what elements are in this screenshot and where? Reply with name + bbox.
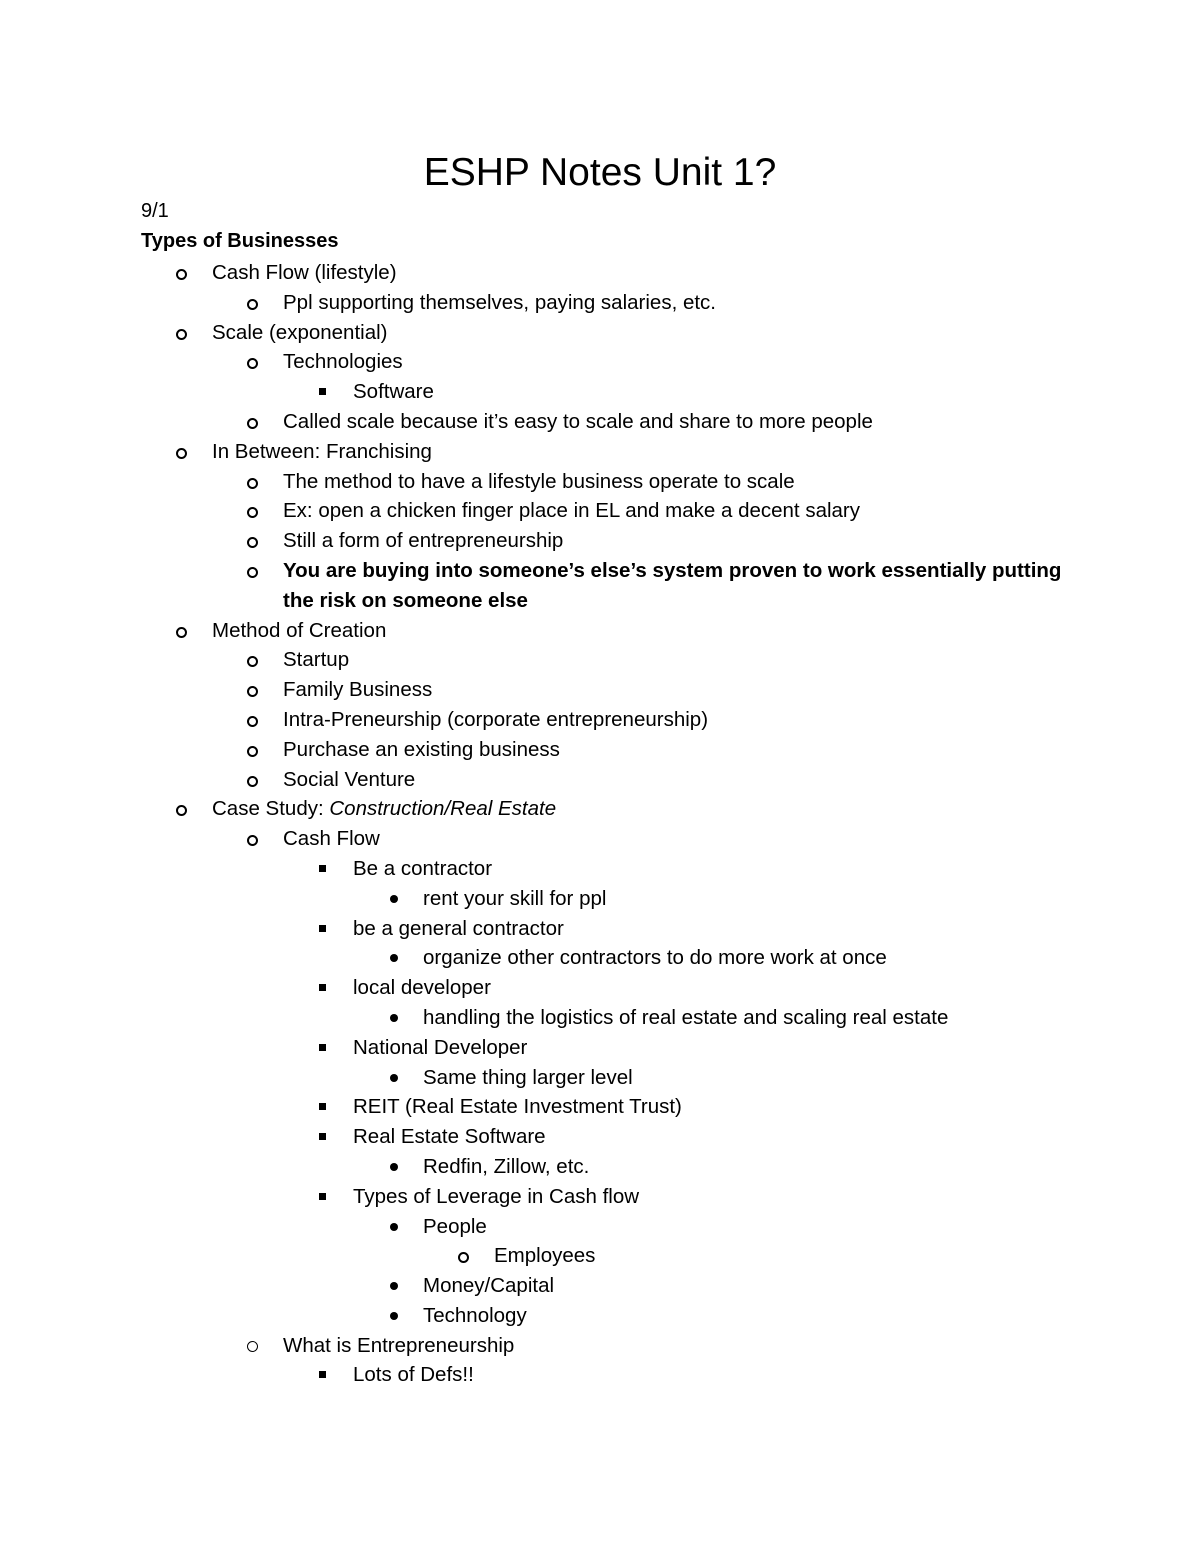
circle-bullet-icon [458,1252,469,1263]
outline-item-text [212,437,1062,467]
dot-bullet-icon [390,1074,398,1082]
outline-item-text [212,794,1062,824]
outline-item [0,973,1200,1003]
outline-item-text [283,467,1063,497]
outline-item-text [283,407,1063,437]
outline-item-label: Startup [283,648,350,672]
outline-item-text [353,1122,1113,1152]
outline-item-label: Lots of Defs!! [353,1363,474,1387]
outline-item-label: Be a contractor [353,856,493,880]
outline-item-label: Called scale because it’s easy to scale and share to more people [283,409,873,433]
outline-item-text [423,1212,1123,1242]
outline-item-text [423,1152,1123,1182]
circle-bullet-icon [176,627,187,638]
outline-item-label: Intra-Preneurship (corporate entrepreneurship) [283,707,709,731]
outline-item-text [353,1182,1113,1212]
square-bullet-icon [319,984,326,991]
outline-item [0,496,1200,526]
outline-item [0,854,1200,884]
circle-bullet-icon [247,716,258,727]
outline-item-label: You are buying into someone’s else’s system proven to work essentially putting the risk on someone else [283,558,1062,612]
square-bullet-icon [319,388,326,395]
document-title: ESHP Notes Unit 1? [423,151,777,194]
outline-item-label: In Between: Franchising [212,439,432,463]
outline-item-label: REIT (Real Estate Investment Trust) [353,1095,682,1119]
outline-item-text [283,645,1063,675]
outline-item-text [423,1271,1123,1301]
outline-item [0,1092,1200,1122]
outline-item [0,467,1200,497]
square-bullet-icon [319,925,326,932]
dot-bullet-icon [390,1312,398,1320]
outline-item-label: Ppl supporting themselves, paying salaries, etc. [283,290,717,314]
circle-bullet-icon [176,805,187,816]
outline-item-text [423,1003,1123,1033]
outline-item [0,318,1200,348]
outline-item [0,1152,1200,1182]
outline-item-text [283,705,1063,735]
outline-item [0,347,1200,377]
circle-bullet-icon [247,776,258,787]
outline-item-label: Still a form of entrepreneurship [283,529,564,553]
outline-item-label: organize other contractors to do more work at once [423,946,887,970]
outline-item [0,735,1200,765]
square-bullet-icon [319,1193,326,1200]
outline-item-label: handling the logistics of real estate and scaling real estate [423,1005,949,1029]
outline-item-text [283,496,1063,526]
circle-bullet-icon [247,746,258,757]
outline-item [0,437,1200,467]
outline-item-text [353,1092,1113,1122]
dot-bullet-icon [390,1223,398,1231]
outline-item-label: Ex: open a chicken finger place in EL and make a decent salary [283,499,861,523]
outline-item [0,407,1200,437]
outline-item [0,794,1200,824]
outline-item [0,1301,1200,1331]
outline-item-text [353,1360,1113,1390]
outline-item-text [353,377,1113,407]
outline-item-text [212,616,1062,646]
dot-bullet-icon [390,954,398,962]
outline-item-text [423,1063,1123,1093]
circle-bullet-icon [247,567,258,578]
outline-item-text [353,854,1113,884]
outline-item-label: Case Study: [212,797,330,821]
outline-item [0,645,1200,675]
outline-item-text [283,288,1063,318]
outline-item [0,1212,1200,1242]
outline-item-label: Software [353,380,434,404]
outline-item-text [283,347,1063,377]
outline-item [0,1122,1200,1152]
outline-item-text [353,914,1113,944]
outline-item-label: Real Estate Software [353,1125,546,1149]
outline-item-label: local developer [353,976,491,1000]
outline-item [0,824,1200,854]
square-bullet-icon [319,865,326,872]
outline-item-label: be a general contractor [353,916,564,940]
outline-item-label: People [423,1214,487,1238]
section-heading: Types of Businesses [141,230,339,252]
circle-bullet-icon [247,1341,258,1352]
dot-bullet-icon [390,895,398,903]
outline-item-text [283,735,1063,765]
outline-item [0,288,1200,318]
outline-item [0,556,1200,616]
outline-item [0,943,1200,973]
outline-item [0,675,1200,705]
outline-item-text [283,526,1063,556]
outline-item-text [423,1301,1123,1331]
circle-bullet-icon [247,478,258,489]
circle-bullet-icon [247,418,258,429]
outline-item [0,884,1200,914]
outline-item [0,1271,1200,1301]
outline-item-label: The method to have a lifestyle business operate to scale [283,469,795,493]
outline-item-text [353,973,1113,1003]
outline-item [0,1331,1200,1361]
outline-item-label: What is Entrepreneurship [283,1333,515,1357]
outline-item [0,1360,1200,1390]
circle-bullet-icon [247,537,258,548]
circle-bullet-icon [247,358,258,369]
outline-item-label: Technology [423,1303,527,1327]
outline-item-text [283,675,1063,705]
outline-item-label: Cash Flow [283,827,380,851]
outline-item-label: Family Business [283,678,433,702]
outline-item-label: Types of Leverage in Cash flow [353,1184,640,1208]
outline-item-italic: Construction/Real Estate [329,797,557,821]
outline-item [0,1063,1200,1093]
outline-item-text [212,258,1062,288]
square-bullet-icon [319,1133,326,1140]
outline-item-text [423,943,1123,973]
outline-item [0,1182,1200,1212]
notes-outline [0,258,1200,1390]
outline-item-label: Cash Flow (lifestyle) [212,261,397,284]
outline-item-text [283,1331,1063,1361]
outline-item [0,377,1200,407]
dot-bullet-icon [390,1282,398,1290]
outline-item-text [494,1241,1134,1271]
outline-item-label: Employees [494,1244,596,1268]
dot-bullet-icon [390,1014,398,1022]
circle-bullet-icon [176,329,187,340]
outline-item-label: Redfin, Zillow, etc. [423,1154,590,1178]
circle-bullet-icon [247,656,258,667]
outline-item-label: Purchase an existing business [283,737,560,761]
circle-bullet-icon [247,507,258,518]
outline-item-label: Technologies [283,350,403,374]
square-bullet-icon [319,1044,326,1051]
outline-item-text [283,765,1063,795]
outline-item-label: Method of Creation [212,618,387,642]
circle-bullet-icon [247,835,258,846]
circle-bullet-icon [176,269,187,280]
circle-bullet-icon [247,686,258,697]
outline-item-label: Money/Capital [423,1274,555,1298]
square-bullet-icon [319,1371,326,1378]
outline-item-label: National Developer [353,1035,528,1059]
outline-item [0,1241,1200,1271]
square-bullet-icon [319,1103,326,1110]
outline-item [0,258,1200,288]
date-label: 9/1 [141,200,169,222]
outline-item-label: rent your skill for ppl [423,886,607,910]
outline-item [0,1033,1200,1063]
circle-bullet-icon [176,448,187,459]
outline-item [0,616,1200,646]
outline-item [0,914,1200,944]
outline-item-label: Same thing larger level [423,1065,633,1089]
outline-item-text [283,556,1063,616]
dot-bullet-icon [390,1163,398,1171]
outline-item-text [423,884,1123,914]
outline-item-label: Social Venture [283,767,416,791]
outline-item [0,1003,1200,1033]
outline-item [0,765,1200,795]
outline-item [0,526,1200,556]
outline-item-label: Scale (exponential) [212,320,388,344]
outline-item [0,705,1200,735]
outline-item-text [212,318,1062,348]
outline-item-text [353,1033,1113,1063]
outline-item-text [283,824,1063,854]
circle-bullet-icon [247,299,258,310]
